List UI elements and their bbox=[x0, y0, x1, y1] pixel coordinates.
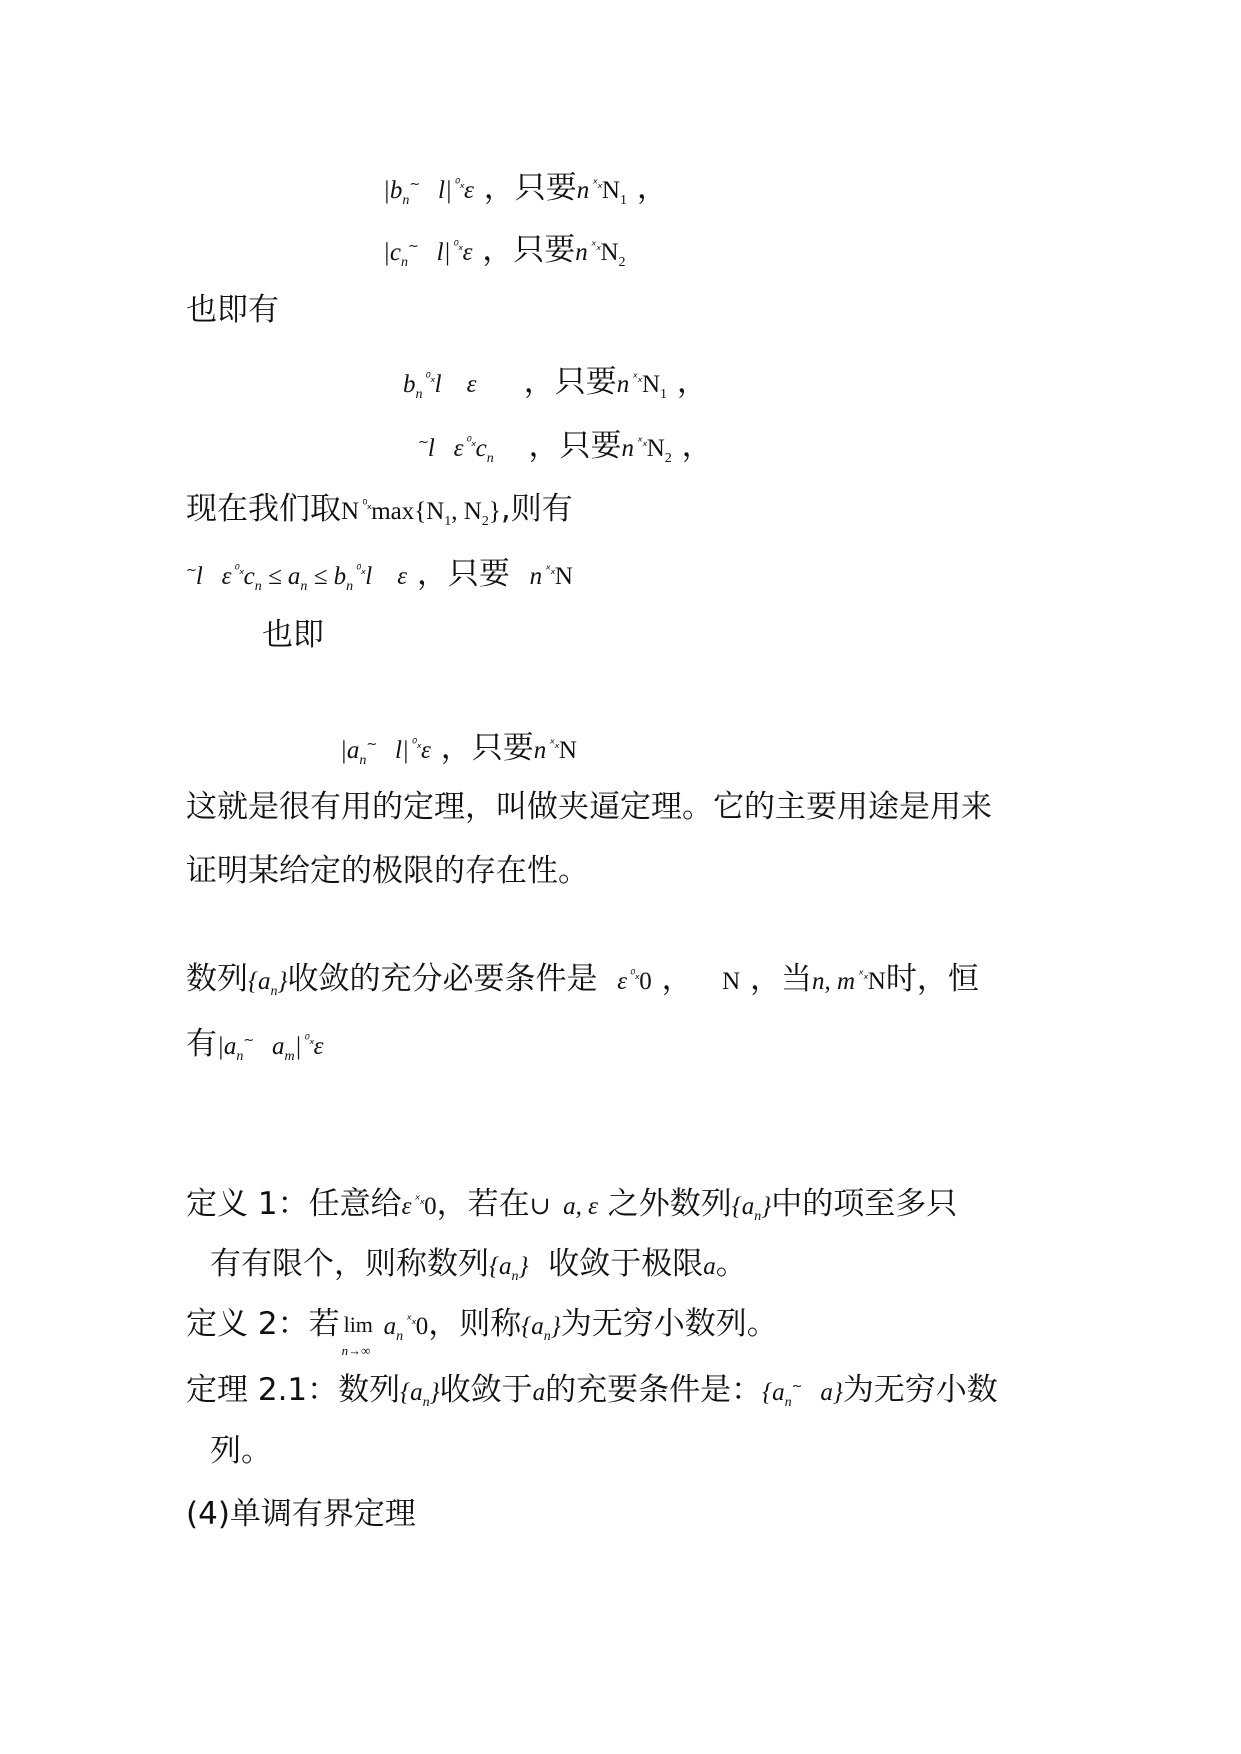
text: 收敛于极限 bbox=[548, 1246, 704, 1282]
math-expr: n $^{ˣ_x}N_1$ bbox=[576, 177, 627, 208]
text: ， bbox=[661, 961, 693, 997]
text: 有 bbox=[186, 1026, 217, 1062]
text: ，当 bbox=[750, 961, 813, 997]
text: 也即有 bbox=[186, 292, 279, 328]
text: 。 bbox=[715, 1246, 747, 1282]
text: (4)单调有界定理 bbox=[186, 1496, 416, 1532]
math-expr: $\{a_n\}$ bbox=[521, 1313, 561, 1344]
math-expr: N bbox=[722, 968, 741, 995]
math-expr: n $^{ˣ_x}$N bbox=[533, 737, 577, 764]
formula-line-1 bbox=[383, 165, 668, 221]
text: ，只要 bbox=[528, 428, 622, 464]
text: 定理 2.1：数列 bbox=[186, 1372, 401, 1408]
text-line-16 bbox=[186, 1301, 778, 1357]
text: ，只要 bbox=[482, 232, 576, 268]
text-line-13 bbox=[186, 1021, 324, 1077]
text-line-6 bbox=[186, 486, 573, 542]
text: 数列 bbox=[186, 961, 248, 997]
text: ，只要 bbox=[416, 556, 510, 592]
formula-line-2 bbox=[383, 227, 626, 283]
math-expr: $|a_n^\sim$ l| $^{^0_x}$ε bbox=[340, 737, 431, 768]
text: 为无穷小数列。 bbox=[560, 1306, 778, 1342]
math-expr: n, m $^{ˣ_x}$N bbox=[812, 968, 886, 995]
text-line-12 bbox=[186, 956, 979, 1012]
text-line-3 bbox=[186, 290, 279, 330]
math-expr: $|a_n^\sim$ $a_m|$ $^{^0_x}$ε bbox=[217, 1033, 324, 1064]
math-expr: $\{a_n\}$ bbox=[731, 1193, 772, 1224]
text-line-14 bbox=[186, 1181, 957, 1237]
math-expr: n $^{ˣ_x}$N bbox=[529, 563, 573, 590]
math-expr: a bbox=[532, 1379, 546, 1406]
math-expr: ~l ε $^{^0_x}c_n \le a_n \le b_n$ $^{^0_x}$l ε bbox=[186, 563, 408, 594]
formula-line-7 bbox=[186, 551, 573, 607]
math-expr: a bbox=[703, 1253, 716, 1280]
math-expr: $|c_n^\sim$ l| $^{^0_x}$ε bbox=[383, 239, 473, 270]
text: ， bbox=[681, 428, 713, 464]
text-line-15 bbox=[210, 1244, 747, 1297]
text: 收敛的充分必要条件是 bbox=[287, 961, 598, 997]
math-expr: $\{a_n\}$ bbox=[400, 1379, 440, 1410]
text: 定义 2：若 bbox=[186, 1306, 340, 1342]
formula-line-9 bbox=[340, 725, 577, 781]
formula-line-4 bbox=[403, 359, 708, 415]
text: ，则称 bbox=[428, 1306, 522, 1342]
text-line-17 bbox=[186, 1367, 998, 1423]
text: ，只要 bbox=[523, 364, 617, 400]
math-expr: $\{a_n\}$ bbox=[248, 968, 288, 999]
text: 也即 bbox=[262, 617, 324, 653]
formula-line-5 bbox=[418, 423, 713, 479]
text: 收敛于 bbox=[439, 1372, 533, 1408]
math-expr: N $^{^0_x}\max\{N_1$, $N_2$} bbox=[341, 498, 501, 529]
math-expr: n $^{ˣ_x}N_2$ bbox=[621, 435, 672, 466]
text: 证明某给定的极限的存在性。 bbox=[186, 853, 589, 889]
text-line-18 bbox=[210, 1431, 272, 1471]
text: 为无穷小数 bbox=[842, 1372, 998, 1408]
math-expr: $a_n$ $^{ˣ_x}$0 bbox=[383, 1313, 429, 1344]
text: 定义 1：任意给 bbox=[186, 1186, 402, 1222]
text: ， bbox=[676, 364, 708, 400]
text: ,则有 bbox=[500, 491, 573, 527]
math-expr: ε $^{ˣ_x}$0 bbox=[401, 1193, 437, 1220]
text: ，若在 bbox=[436, 1186, 530, 1222]
math-expr: ∪ a, ε bbox=[529, 1193, 598, 1220]
text: 现在我们取 bbox=[186, 491, 341, 527]
text: ，只要 bbox=[440, 730, 534, 766]
text: 列。 bbox=[210, 1433, 272, 1469]
text: 之外数列 bbox=[607, 1186, 732, 1222]
limit-expr: lim n→∞ bbox=[341, 1312, 373, 1358]
text: 中的项至多只 bbox=[771, 1186, 958, 1222]
text: ，只要 bbox=[483, 170, 577, 206]
math-expr: ε $^{^0_x}$0 bbox=[617, 968, 652, 995]
math-expr: {$a_n^\sim$ a} bbox=[762, 1379, 843, 1410]
text-line-8 bbox=[262, 615, 324, 655]
math-expr: $|b_n^\sim$ l| $^{^0_x}$ε bbox=[383, 177, 474, 208]
math-expr: $b_n$ $^{^0_x}$l ε bbox=[403, 371, 514, 402]
text: 这就是很有用的定理，叫做夹逼定理。它的主要用途是用来 bbox=[186, 789, 992, 825]
text: 时，恒 bbox=[885, 961, 979, 997]
text-line-19 bbox=[186, 1494, 416, 1534]
math-expr: n $^{ˣ_x}N_2$ bbox=[575, 239, 626, 270]
math-expr: ~l ε $^{^0_x}c_n$ bbox=[418, 435, 494, 466]
math-expr: $\{a_n\}$ bbox=[489, 1253, 529, 1284]
math-expr: n $^{ˣ_x}N_1$ bbox=[616, 371, 668, 402]
text-line-11 bbox=[186, 851, 589, 891]
text-line-10 bbox=[186, 787, 992, 827]
text: 的充要条件是： bbox=[545, 1372, 763, 1408]
text: ， bbox=[636, 170, 668, 206]
text: 有有限个，则称数列 bbox=[210, 1246, 489, 1282]
